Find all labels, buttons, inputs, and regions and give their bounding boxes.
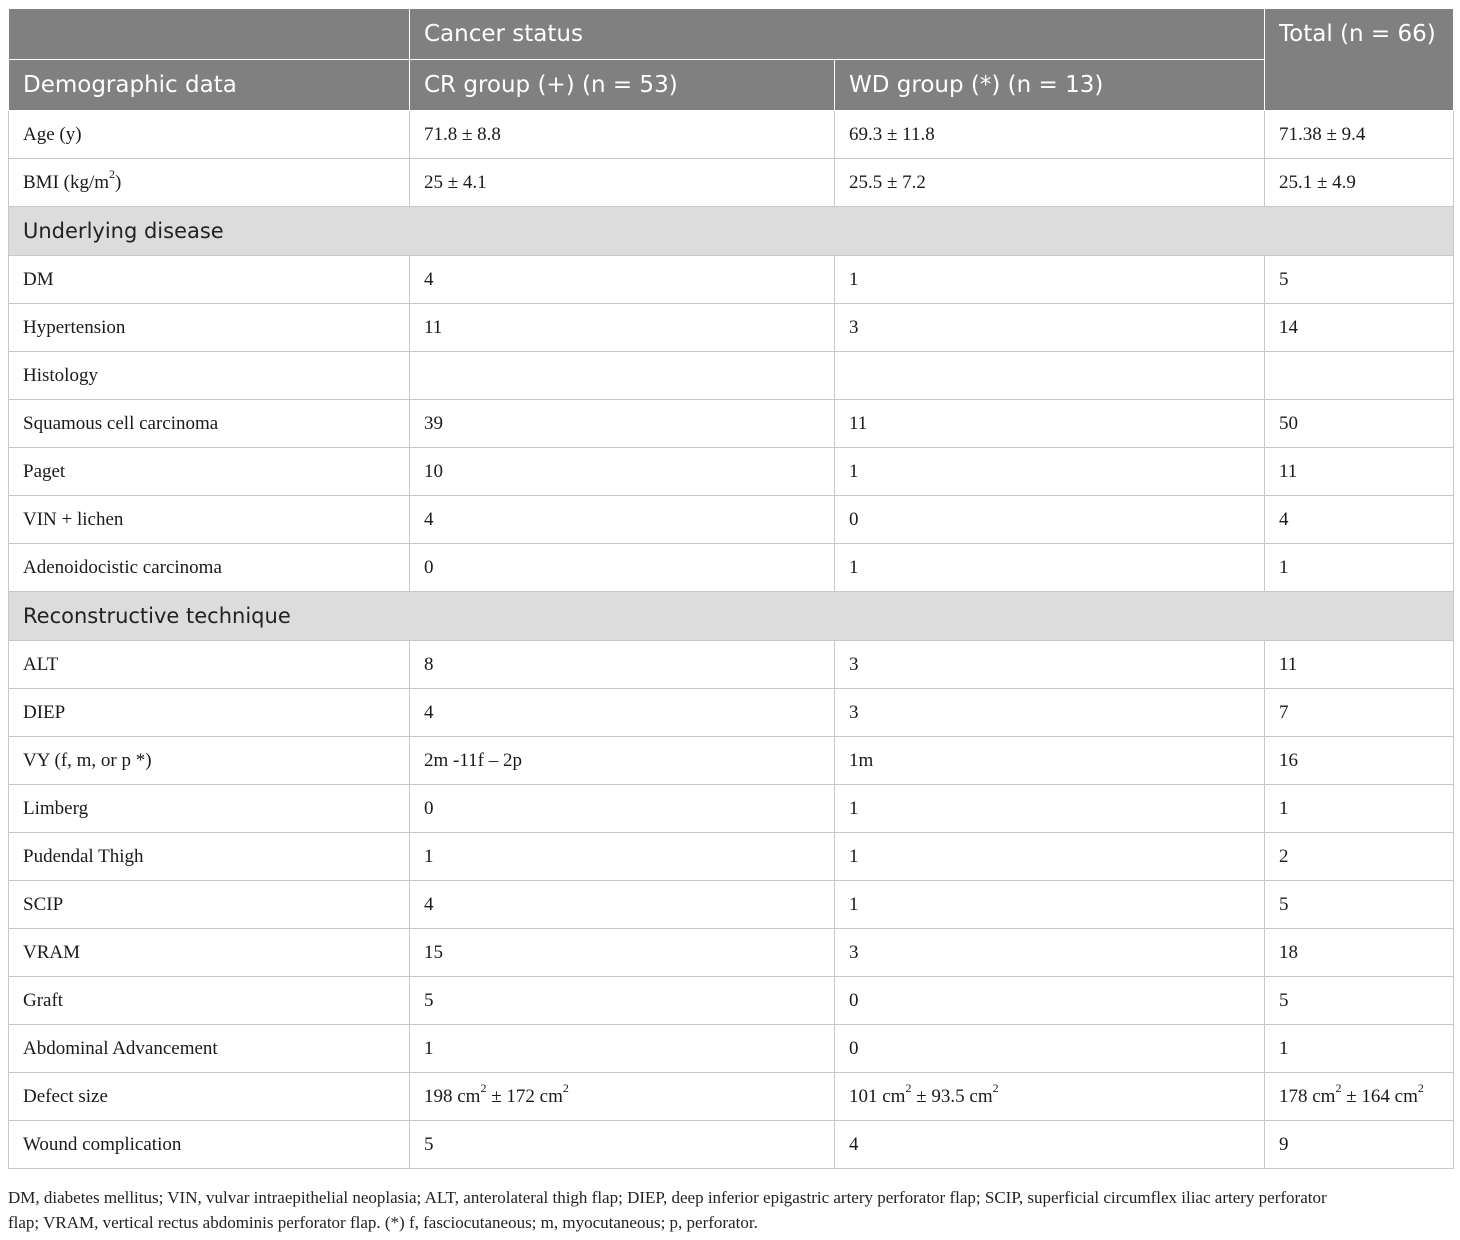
- row-label: ALT: [9, 641, 410, 689]
- total-value: 5: [1265, 977, 1454, 1025]
- wd-value: 1: [835, 785, 1265, 833]
- wd-value: 1: [835, 256, 1265, 304]
- footnote-line-1: DM, diabetes mellitus; VIN, vulvar intraepithelial neoplasia; ALT, anterolateral thigh flap; DIEP, deep inferior epigastric artery perforator flap; SCIP, superficial circumflex iliac artery perforator: [8, 1188, 1327, 1207]
- table-row-hypertension: [9, 304, 1454, 352]
- cr-value: 5: [410, 977, 835, 1025]
- bmi-label-text: BMI (kg/m: [23, 171, 110, 193]
- wd-value: 0: [835, 977, 1265, 1025]
- header-wd-group: WD group (*) (n = 13): [835, 60, 1265, 111]
- row-label: Age (y): [9, 111, 410, 159]
- cr-value: 39: [410, 400, 835, 448]
- header-row-2: [9, 60, 1454, 111]
- table-footnote: [8, 1185, 1453, 1235]
- defect-sup: 2: [1417, 1081, 1424, 1096]
- section-title: Reconstructive technique: [9, 592, 1454, 641]
- total-value: 4: [1265, 496, 1454, 544]
- total-value: 1: [1265, 544, 1454, 592]
- table-row-defect: [9, 1073, 1454, 1121]
- row-label: Paget: [9, 448, 410, 496]
- total-value: 25.1 ± 4.9: [1265, 159, 1454, 207]
- cr-value: 1: [410, 1025, 835, 1073]
- total-value: [1265, 1073, 1454, 1121]
- header-row-1: [9, 9, 1454, 60]
- total-value: 9: [1265, 1121, 1454, 1169]
- cr-value: 25 ± 4.1: [410, 159, 835, 207]
- header-empty-cell: [9, 9, 410, 60]
- table-row-histology: [9, 352, 1454, 400]
- footnote-line-2: flap; VRAM, vertical rectus abdominis perforator flap. (*) f, fasciocutaneous; m, myocutaneous; p, perforator.: [8, 1213, 758, 1232]
- cr-value: [410, 352, 835, 400]
- row-label: Histology: [9, 352, 410, 400]
- row-label: VY (f, m, or p *): [9, 737, 410, 785]
- total-value: 1: [1265, 785, 1454, 833]
- total-value: 7: [1265, 689, 1454, 737]
- cr-value: 2m -11f – 2p: [410, 737, 835, 785]
- table-row-limberg: [9, 785, 1454, 833]
- table-row-bmi: [9, 159, 1454, 207]
- table-row-vy: [9, 737, 1454, 785]
- row-label: SCIP: [9, 881, 410, 929]
- header-total: Total (n = 66): [1265, 9, 1454, 111]
- table-row-scc: [9, 400, 1454, 448]
- total-value: 71.38 ± 9.4: [1265, 111, 1454, 159]
- table-row-pudendal: [9, 833, 1454, 881]
- wd-value: 1: [835, 448, 1265, 496]
- cr-value: 11: [410, 304, 835, 352]
- header-cancer-status: Cancer status: [410, 9, 1265, 60]
- defect-sup: 2: [905, 1081, 912, 1096]
- total-value: 11: [1265, 448, 1454, 496]
- section-row-reconstructive: [9, 592, 1454, 641]
- row-label: Defect size: [9, 1073, 410, 1121]
- total-value: 11: [1265, 641, 1454, 689]
- wd-value: 69.3 ± 11.8: [835, 111, 1265, 159]
- wd-value: 25.5 ± 7.2: [835, 159, 1265, 207]
- table-row-alt: [9, 641, 1454, 689]
- wd-value: 1: [835, 833, 1265, 881]
- table-row-graft: [9, 977, 1454, 1025]
- demographic-table: [8, 8, 1454, 1169]
- defect-total-b: ± 164 cm: [1341, 1085, 1418, 1107]
- table-row-diep: [9, 689, 1454, 737]
- row-label: VRAM: [9, 929, 410, 977]
- defect-sup: 2: [562, 1081, 569, 1096]
- defect-sup: 2: [992, 1081, 999, 1096]
- wd-value: 0: [835, 496, 1265, 544]
- total-value: [1265, 352, 1454, 400]
- bmi-label-sup: 2: [109, 167, 116, 182]
- table-row-scip: [9, 881, 1454, 929]
- total-value: 5: [1265, 881, 1454, 929]
- row-label: Abdominal Advancement: [9, 1025, 410, 1073]
- wd-value: 4: [835, 1121, 1265, 1169]
- cr-value: 15: [410, 929, 835, 977]
- defect-total-a: 178 cm: [1279, 1085, 1336, 1107]
- table-row-abdominal: [9, 1025, 1454, 1073]
- total-value: 2: [1265, 833, 1454, 881]
- wd-value: 3: [835, 689, 1265, 737]
- row-label: Adenoidocistic carcinoma: [9, 544, 410, 592]
- bmi-label-end: ): [115, 171, 122, 193]
- row-label: [9, 159, 410, 207]
- wd-value: 11: [835, 400, 1265, 448]
- header-cr-group: CR group (+) (n = 53): [410, 60, 835, 111]
- cr-value: 4: [410, 496, 835, 544]
- wd-value: 1m: [835, 737, 1265, 785]
- row-label: Hypertension: [9, 304, 410, 352]
- total-value: 14: [1265, 304, 1454, 352]
- table-row-paget: [9, 448, 1454, 496]
- wd-value: 1: [835, 881, 1265, 929]
- row-label: DIEP: [9, 689, 410, 737]
- defect-wd-b: ± 93.5 cm: [911, 1085, 993, 1107]
- wd-value: 3: [835, 304, 1265, 352]
- table-row-vram: [9, 929, 1454, 977]
- defect-sup: 2: [1335, 1081, 1342, 1096]
- table-row-age: [9, 111, 1454, 159]
- cr-value: [410, 1073, 835, 1121]
- cr-value: 10: [410, 448, 835, 496]
- table-row-dm: [9, 256, 1454, 304]
- wd-value: 3: [835, 641, 1265, 689]
- row-label: Limberg: [9, 785, 410, 833]
- header-demographic: Demographic data: [9, 60, 410, 111]
- total-value: 1: [1265, 1025, 1454, 1073]
- total-value: 5: [1265, 256, 1454, 304]
- total-value: 16: [1265, 737, 1454, 785]
- defect-cr-a: 198 cm: [424, 1085, 481, 1107]
- cr-value: 1: [410, 833, 835, 881]
- section-row-underlying: [9, 207, 1454, 256]
- section-title: Underlying disease: [9, 207, 1454, 256]
- row-label: Graft: [9, 977, 410, 1025]
- wd-value: 3: [835, 929, 1265, 977]
- cr-value: 5: [410, 1121, 835, 1169]
- cr-value: 0: [410, 785, 835, 833]
- row-label: Squamous cell carcinoma: [9, 400, 410, 448]
- total-value: 50: [1265, 400, 1454, 448]
- defect-sup: 2: [480, 1081, 487, 1096]
- row-label: DM: [9, 256, 410, 304]
- table-row-adeno: [9, 544, 1454, 592]
- table-row-wound: [9, 1121, 1454, 1169]
- cr-value: 71.8 ± 8.8: [410, 111, 835, 159]
- total-value: 18: [1265, 929, 1454, 977]
- defect-wd-a: 101 cm: [849, 1085, 906, 1107]
- row-label: VIN + lichen: [9, 496, 410, 544]
- defect-cr-b: ± 172 cm: [486, 1085, 563, 1107]
- row-label: Pudendal Thigh: [9, 833, 410, 881]
- cr-value: 4: [410, 881, 835, 929]
- wd-value: 0: [835, 1025, 1265, 1073]
- table-container: [8, 8, 1453, 1169]
- cr-value: 0: [410, 544, 835, 592]
- wd-value: 1: [835, 544, 1265, 592]
- cr-value: 4: [410, 256, 835, 304]
- wd-value: [835, 1073, 1265, 1121]
- row-label: Wound complication: [9, 1121, 410, 1169]
- cr-value: 8: [410, 641, 835, 689]
- table-row-vin: [9, 496, 1454, 544]
- wd-value: [835, 352, 1265, 400]
- cr-value: 4: [410, 689, 835, 737]
